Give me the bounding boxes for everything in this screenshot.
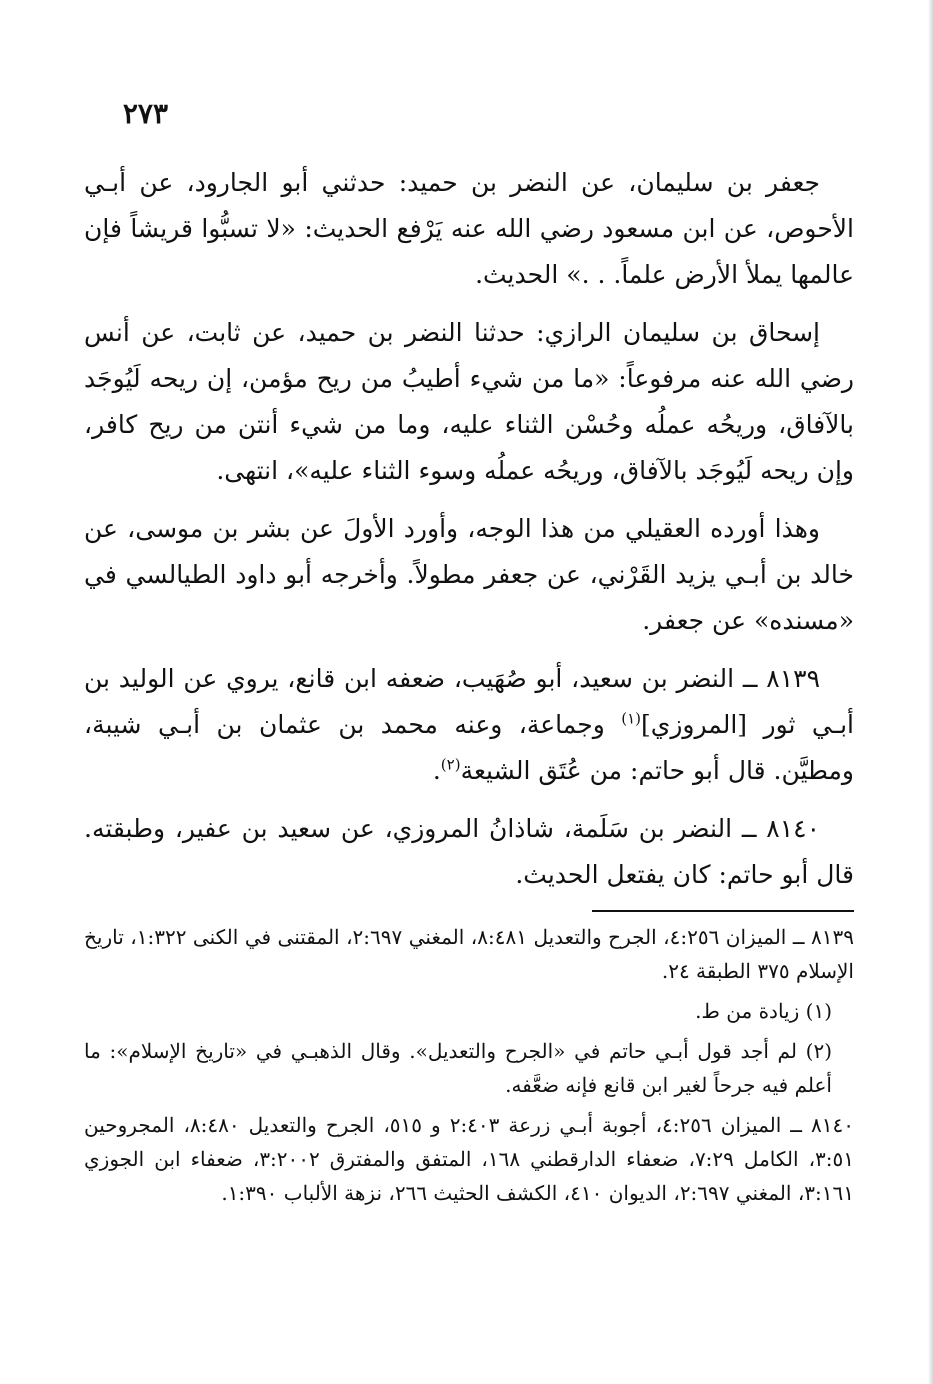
entry-8139: [84, 656, 854, 794]
entry-8139-text-middle: وجماعة، وعنه محمد بن عثمان بن أبـي شيبة، ومطيَّن. قال أبو حاتم: من عُتَق الشيعة: [84, 710, 854, 785]
main-text: [84, 160, 854, 910]
footnote-sources-8140: ٨١٤٠ ــ الميزان ٤:٢٥٦، أجوبة أبـي زرعة ٢:٤٠٣ و ٥١٥، الجرح والتعديل ٨:٤٨٠، المجروحين ٣:٥١، الكامل ٧:٢٩، ضعفاء الدارقطني ١٦٨، المتفق والمفترق ٣:٢٠٠٢، ضعفاء ابن الجوزي ٣:١٦١، المغني ٢:٦٩٧، الديوان ٤١٠، الكشف الحثيث ٢٦٦، نزهة الألباب ١:٣٩٠.: [84, 1113, 855, 1205]
footnotes: [84, 920, 854, 1216]
footnote-sources-8139: ٨١٣٩ ــ الميزان ٤:٢٥٦، الجرح والتعديل ٨:٤٨١، المغني ٢:٦٩٧، المقتنى في الكنى ١:٣٢٢، تاريخ الإسلام ٣٧٥ الطبقة ٢٤.: [84, 925, 854, 983]
entry-8139-text-start: ٨١٣٩ ــ النضر بن سعيد، أبو صُهَيب، ضعفه ابن قانع، يروي عن الوليد بن أبـي ثور [المروزي]: [84, 664, 854, 739]
entry-8140: ٨١٤٠ ــ النضر بن سَلَمة، شاذانُ المروزي، عن سعيد بن عفير، وطبقته. قال أبو حاتم: كان يفتعل الحديث.: [84, 814, 854, 889]
paragraph-ishaq-narration: إسحاق بن سليمان الرازي: حدثنا النضر بن حميد، عن ثابت، عن أنس رضي الله عنه مرفوعاً: «ما من شيء أطيبُ من ريح مؤمن، إن ريحه لَيُوجَد بالآفاق، وريحُه عملُه وحُسْن الثناء عليه، وما من شيء أنتن من ريح كافر، وإن ريحه لَيُوجَد بالآفاق، وريحُه عملُه وسوء الثناء عليه»، انتهى.: [84, 318, 854, 485]
footnote-2: (٢) لم أجد قول أبـي حاتم في «الجرح والتعديل». وقال الذهبـي في «تاريخ الإسلام»: ما أعلم فيه جرحاً لغير ابن قانع فإنه ضعَّفه.: [84, 1039, 832, 1097]
paragraph-uqayli-note: وهذا أورده العقيلي من هذا الوجه، وأورد الأولَ عن بشر بن موسى، عن خالد بن أبـي يزيد القَرْني، عن جعفر مطولاً. وأخرجه أبو داود الطيالسي في «مسنده» عن جعفر.: [84, 514, 854, 635]
footnote-ref-1: (١): [621, 709, 642, 728]
footnote-ref-2: (٢): [440, 755, 461, 774]
page-number: ٢٧٣: [122, 97, 168, 130]
footnote-separator: [592, 910, 854, 912]
paragraph-jafar-narration: جعفر بن سليمان، عن النضر بن حميد: حدثني أبو الجارود، عن أبـي الأحوص، عن ابن مسعود رضي الله عنه يَرْفع الحديث: «لا تسبُّوا قريشاً فإن عالمها يملأ الأرض علماً. . .» الحديث.: [84, 168, 854, 289]
page-edge-shadow: [928, 0, 934, 1384]
footnote-1: (١) زيادة من ط.: [695, 999, 832, 1023]
entry-8139-text-end: .: [432, 756, 441, 785]
